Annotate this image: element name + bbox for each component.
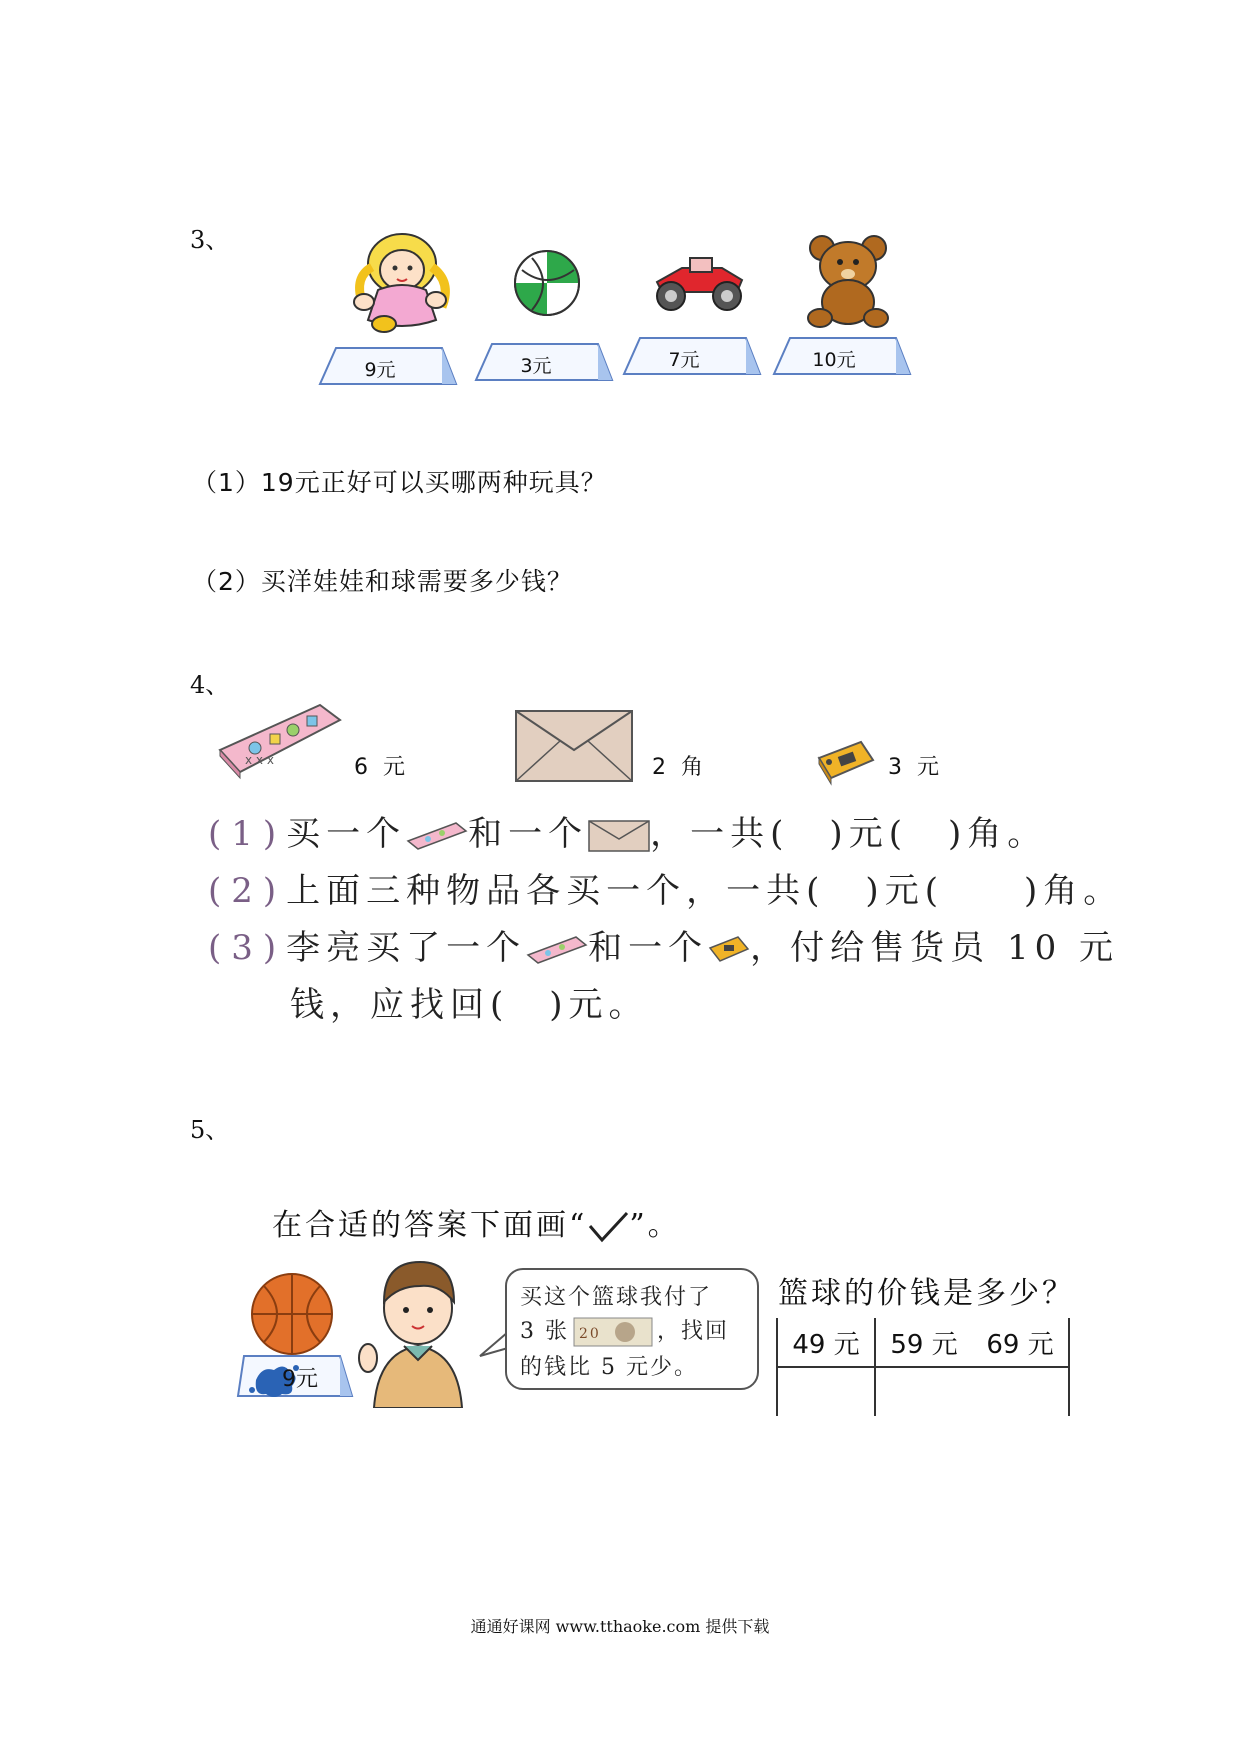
question-3-number: 3、 (190, 226, 230, 254)
banknote-icon (573, 1316, 653, 1348)
option-cell: 69 元 (972, 1318, 1069, 1367)
boy-icon (350, 1258, 485, 1408)
text: 李亮买了一个 (286, 928, 527, 968)
question-4-part-1 (208, 806, 1047, 855)
basketball-price-question: 篮球的价钱是多少？ (778, 1276, 1075, 1311)
basketball-icon (250, 1272, 334, 1356)
answer-cell[interactable] (777, 1367, 875, 1416)
question-5-number: 5、 (190, 1116, 230, 1144)
price-label: 9元 (364, 359, 396, 381)
pencil-box-price: 6 元 (354, 755, 409, 780)
question-5-instruction (272, 1200, 681, 1244)
bubble-line-1: 买这个篮球我付了 (520, 1285, 713, 1310)
text: ，付给售货员 10 元 (750, 928, 1120, 968)
price-label: 3元 (520, 355, 552, 377)
text: 和一个 (588, 928, 709, 968)
instruction-end: ”。 (629, 1208, 681, 1243)
toy-car-icon (645, 250, 755, 315)
price-tag (474, 342, 614, 382)
doll-icon (340, 222, 470, 337)
part-number: (2) (208, 871, 287, 911)
option-cell: 59 元 (875, 1318, 972, 1367)
checkmark-icon (587, 1210, 629, 1244)
envelope-price: 2 角 (652, 755, 707, 780)
question-4-number: 4、 (190, 671, 230, 699)
question-4-part-3 (208, 920, 1119, 969)
price-label: 9元 (282, 1367, 318, 1392)
footer: 通通好课网 www.tthaoke.com 提供下载 (470, 1617, 770, 1636)
sharpener-price: 3 元 (888, 755, 943, 780)
price-tag (622, 336, 762, 376)
text: 买一个 (286, 814, 407, 854)
question-4-part-2 (208, 863, 1123, 912)
envelope-icon (588, 819, 650, 853)
table-row (777, 1367, 1069, 1416)
sharpener-icon (708, 934, 750, 966)
text: 和一个 (468, 814, 589, 854)
basketball-price-tag (236, 1352, 356, 1400)
envelope-icon (515, 710, 633, 782)
answer-cell[interactable] (972, 1367, 1069, 1416)
price-label: 7元 (668, 349, 700, 371)
instruction-text: 在合适的答案下面画“ (272, 1208, 588, 1243)
ball-icon (512, 248, 582, 318)
part-number: (3) (208, 928, 287, 968)
table-row (777, 1318, 1069, 1367)
sharpener-icon (815, 738, 877, 786)
price-tag (772, 336, 912, 376)
text: 上面三种物品各买一个，一共( )元( )角。 (286, 871, 1124, 911)
svg-text:20: 20 (579, 1326, 601, 1342)
answer-cell[interactable] (875, 1367, 972, 1416)
bubble-text: ，找回 (657, 1319, 730, 1344)
pencil-box-icon (526, 935, 588, 965)
answer-table (776, 1318, 1070, 1416)
question-3-part-1: （1）19元正好可以买哪两种玩具？ (192, 468, 607, 497)
text: ，一共( )元( )角。 (650, 814, 1048, 854)
bubble-text: 3 张 (520, 1319, 569, 1344)
price-label: 10元 (812, 349, 856, 371)
part-number: (1) (208, 814, 287, 854)
teddy-bear-icon (800, 232, 900, 332)
question-3-part-2: （2）买洋娃娃和球需要多少钱？ (192, 567, 573, 596)
pencil-box-icon (406, 821, 468, 851)
option-cell: 49 元 (777, 1318, 875, 1367)
svg-text:x x x: x x x (245, 753, 274, 767)
pencil-box-icon (215, 700, 345, 780)
question-4-part-3-line-2: 钱，应找回( )元。 (290, 985, 649, 1025)
price-tag (318, 346, 458, 386)
bubble-line-2 (520, 1314, 729, 1348)
bubble-line-3: 的钱比 5 元少。 (520, 1355, 698, 1380)
